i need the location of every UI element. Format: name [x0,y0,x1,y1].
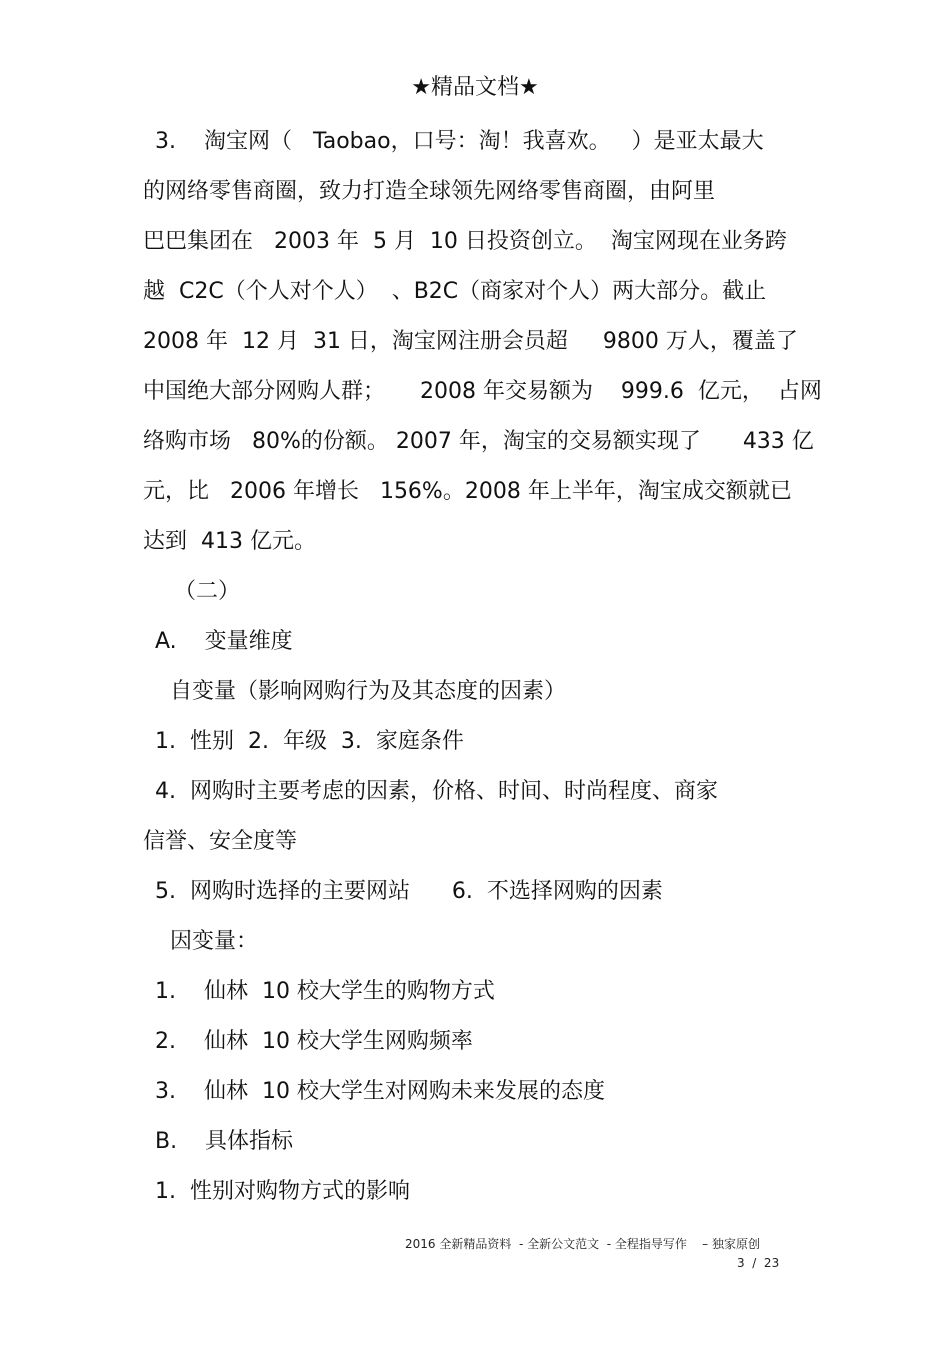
text-line: 因变量： [170,929,259,954]
subsection-heading: B. 具体指标 [155,1129,294,1154]
list-item: 1. 性别 2. 年级 3. 家庭条件 [155,729,464,754]
list-item: 5. 网购时选择的主要网站 6. 不选择网购的因素 [155,879,663,904]
subsection-heading: A. 变量维度 [155,629,293,654]
section-heading: （二） [174,579,241,604]
text-line: 中国绝大部分网购人群； 2008 年交易额为 999.6 亿元， 占网 [143,379,822,404]
list-item: 2. 仙林 10 校大学生网购频率 [155,1029,473,1054]
text-line: 络购市场 80%的份额。 2007 年，淘宝的交易额实现了 433 亿 [143,429,814,454]
list-item: 3. 仙林 10 校大学生对网购未来发展的态度 [155,1079,605,1104]
text-line: 2008 年 12 月 31 日，淘宝网注册会员超 9800 万人，覆盖了 [143,329,798,354]
footer-text: 2016 全新精品资料 - 全新公文范文 - 全程指导写作 – 独家原创 [405,1237,760,1251]
page-number: 3 / 23 [737,1256,780,1270]
list-item: 4. 网购时主要考虑的因素，价格、时间、时尚程度、商家 [155,779,718,804]
text-line: 越 C2C（个人对个人） 、B2C（商家对个人）两大部分。截止 [143,279,767,304]
text-line: 元，比 2006 年增长 156%。2008 年上半年，淘宝成交额就已 [143,479,792,504]
list-item: 1. 性别对购物方式的影响 [155,1179,410,1204]
list-item: 1. 仙林 10 校大学生的购物方式 [155,979,495,1004]
text-line: 自变量（影响网购行为及其态度的因素） [170,679,567,704]
header-title: ★精品文档★ [411,75,539,100]
text-line: 3. 淘宝网（ Taobao，口号：淘！我喜欢。 ）是亚太最大 [155,129,764,154]
text-line: 巴巴集团在 2003 年 5 月 10 日投资创立。 淘宝网现在业务跨 [143,229,787,254]
text-line: 信誉、安全度等 [143,829,298,854]
text-line: 的网络零售商圈，致力打造全球领先网络零售商圈，由阿里 [143,179,716,204]
text-line: 达到 413 亿元。 [143,529,316,554]
